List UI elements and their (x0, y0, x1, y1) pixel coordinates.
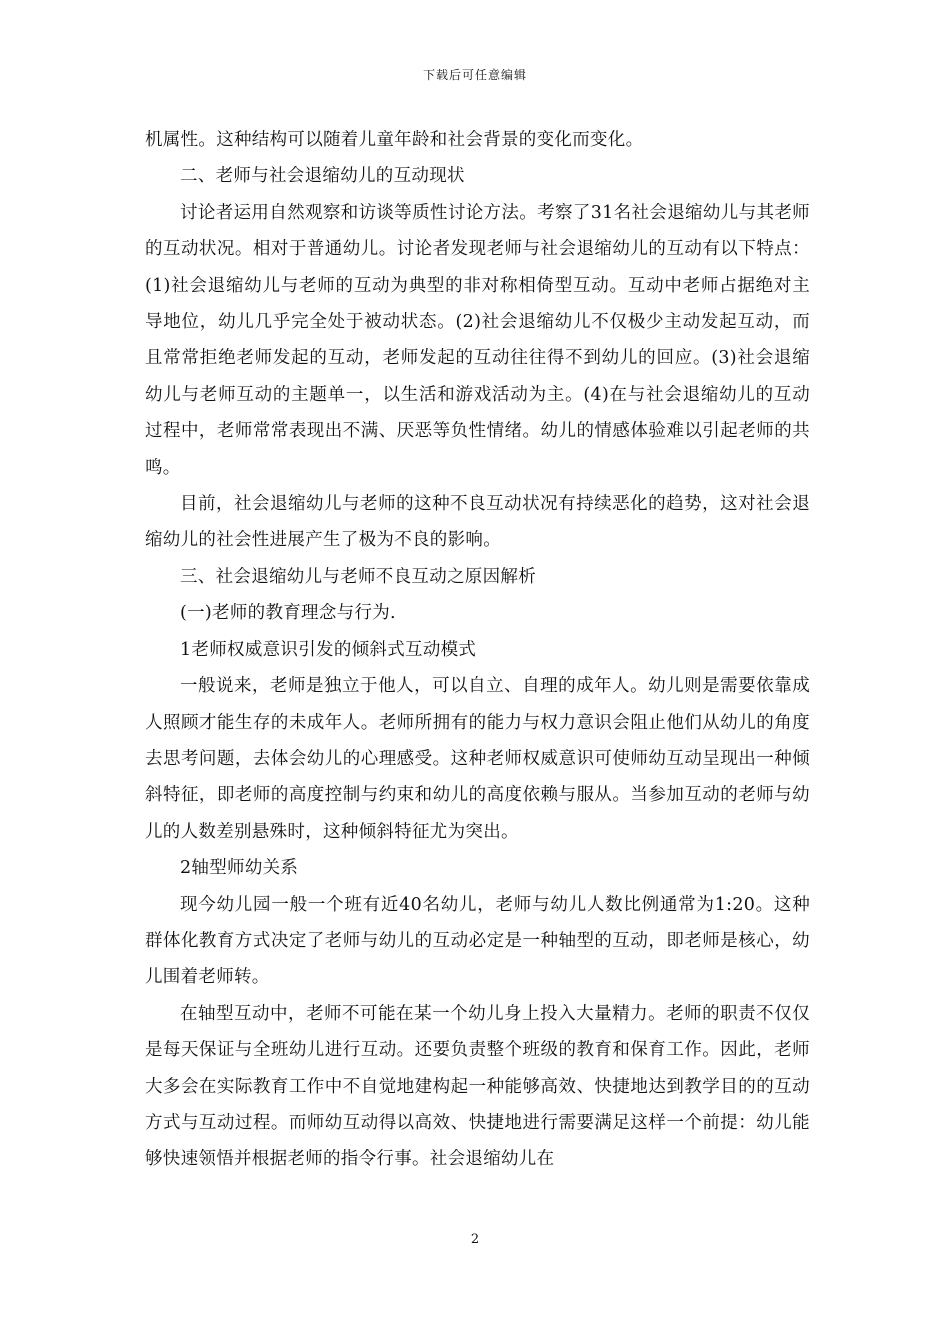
paragraph: 机属性。这种结构可以随着儿童年龄和社会背景的变化而变化。 (145, 130, 644, 150)
section-heading: 三、社会退缩幼儿与老师不良互动之原因解析 (180, 566, 536, 587)
subsection-heading: (一)老师的教育理念与行为. (180, 603, 396, 624)
subsection-heading: 2轴型师幼关系 (180, 858, 299, 879)
paragraph: 现今幼儿园一般一个班有近40名幼儿，老师与幼儿人数比例通常为1:20。这种群体化教育方式决定了老师与幼儿的互动必定是一种轴型的互动，即老师是核心，幼儿围着老师转。 (145, 894, 810, 988)
section-heading: 二、老师与社会退缩幼儿的互动现状 (180, 166, 465, 187)
paragraph: 目前，社会退缩幼儿与老师的这种不良互动状况有持续恶化的趋势，这对社会退缩幼儿的社会性进展产生了极为不良的影响。 (145, 494, 810, 551)
page-number: 2 (470, 1232, 480, 1247)
paragraph: 在轴型互动中，老师不可能在某一个幼儿身上投入大量精力。老师的职责不仅仅是每天保证与全班幼儿进行互动。还要负责整个班级的教育和保育工作。因此，老师大多会在实际教育工作中不自觉地建构起一种能够高效、快捷地达到教学目的的互动方式与互动过程。而师幼互动得以高效、快捷地进行需要满足这样一个前提：幼儿能够快速领悟并根据老师的指令行事。社会退缩幼儿在 (145, 1003, 810, 1170)
paragraph: 一般说来，老师是独立于他人，可以自立、自理的成年人。幼儿则是需要依靠成人照顾才能生存的未成年人。老师所拥有的能力与权力意识会阻止他们从幼儿的角度去思考问题，去体会幼儿的心理感受。这种老师权威意识可使师幼互动呈现出一种倾斜特征，即老师的高度控制与约束和幼儿的高度依赖与服从。当参加互动的老师与幼儿的人数差别悬殊时，这种倾斜特征尤为突出。 (145, 676, 810, 842)
paragraph: 讨论者运用自然观察和访谈等质性讨论方法。考察了31名社会退缩幼儿与其老师的互动状况。相对于普通幼儿。讨论者发现老师与社会退缩幼儿的互动有以下特点：(1)社会退缩幼儿与老师的互动为典型的非对称相倚型互动。互动中老师占据绝对主导地位，幼儿几乎完全处于被动状态。(2)社会退缩幼儿不仅极少主动发起互动，而且常常拒绝老师发起的互动，老师发起的互动往往得不到幼儿的回应。(3)社会退缩幼儿与老师互动的主题单一，以生活和游戏活动为主。(4)在与社会退缩幼儿的互动过程中，老师常常表现出不满、厌恶等负性情绪。幼儿的情感体验难以引起老师的共鸣。 (145, 202, 810, 478)
document-body (145, 122, 810, 1178)
page-header: 下载后可任意编辑 (422, 68, 527, 82)
subsection-heading: 1老师权威意识引发的倾斜式互动模式 (180, 639, 477, 660)
